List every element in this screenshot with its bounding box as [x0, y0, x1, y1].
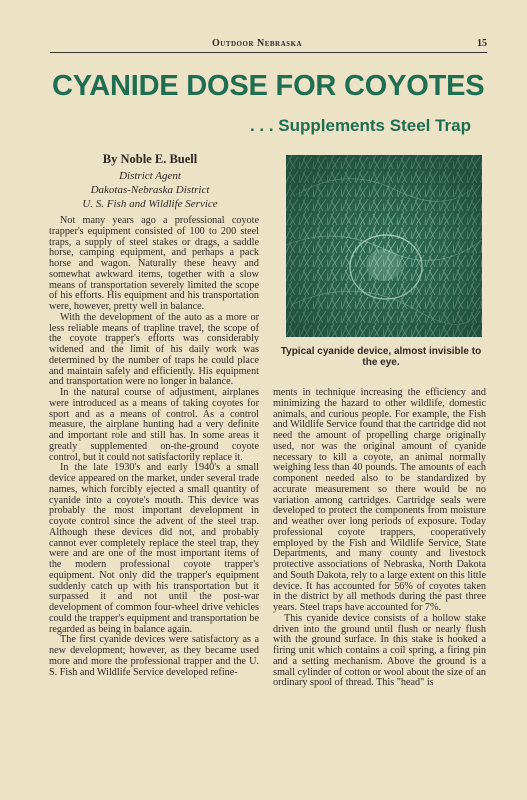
- paragraph: With the development of the auto as a more or less reliable means of trapline travel, the scope of the coyote trapper's efforts was considerably widened and the limit of his daily work was determined by the number of traps he could place and maintain safely and efficiently. His equipment and transportation were no longer in balance.: [49, 311, 259, 388]
- grass-photo-graphic: [286, 155, 482, 337]
- magazine-name: Outdoor Nebraska: [212, 38, 303, 49]
- paragraph: This cyanide device consists of a hollow stake driven into the ground until flush or nearly flush with the ground surface. In this stake is hooked a firing unit which contains a coil spring, a firing pin and a setting mechanism. Above the ground is a small cylinder of cotton or wool about the size of an ordinary spool of thread. This "head" is: [273, 612, 486, 689]
- paragraph: Not many years ago a professional coyote trapper's equipment consisted of 100 to 200 steel traps, a supply of steel stakes or drags, a saddle horse, camping equipment, and perhaps a pack horse and wagon. Naturally these heavy and somewhat awkward items, together with a slow means of transportation severely limited the scope of his efforts. His equipment and his transportation were, however, pretty well in balance.: [49, 215, 259, 312]
- byline: [50, 152, 250, 211]
- paragraph: The first cyanide devices were satisfactory as a new development; however, as they became used more and more the professional trapper and the U. S. Fish and Wildlife Service developed refine-: [49, 634, 259, 678]
- paragraph: ments in technique increasing the efficiency and minimizing the hazard to other wildlife, domestic animals, and curious people. For example, the Fish and Wildlife Service found that the cartridge did not need the amount of propelling charge originally used, nor was the original amount of cyanide necessary to kill a coyote, an animal normally weighing less than 40 pounds. The amounts of each component needed also to be standardized by accurate measurement so there would be no variation among cartridges. Cartridge seals were developed to protect the components from moisture and weather over long periods of exposure. Today professional coyote trappers, cooperatively employed by the Fish and Wildlife Service, State Departments, and many county and livestock protective associations of Nebraska, North Dakota and South Dakota, rely to a large extent on this little device. It has accounted for 56% of coyotes taken in the district by all methods during the past three years. Steel traps have accounted for 7%.: [273, 387, 486, 613]
- author-role: Dakotas-Nebraska District: [90, 184, 210, 196]
- paragraph: In the late 1930's and early 1940's a small device appeared on the market, under several trade names, which forcibly ejected a small quantity of cyanide into a coyote's mouth. This device was probably the most important development in coyote control since the advent of the steel trap. Although these devices did not, and probably cannot ever completely replace the steel trap, they were and are one of the most important items of the modern professional coyote trapper's equipment. Not only did the trapper's equipment suddenly catch up with his transportation but it surpassed it and not until the post-war development of common four-wheel drive vehicles could the trapper's equipment and transportation be regarded as being in balance again.: [49, 462, 259, 635]
- author-role: U. S. Fish and Wildlife Service: [82, 198, 218, 210]
- article-column-1: [49, 216, 259, 678]
- author-role: District Agent: [119, 170, 181, 182]
- photo-caption: Typical cyanide device, almost invisible to the eye.: [280, 346, 482, 368]
- article-subtitle: . . . Supplements Steel Trap: [249, 116, 471, 135]
- author-name: By Noble E. Buell: [102, 152, 198, 166]
- article-title: CYANIDE DOSE FOR COYOTES: [52, 70, 485, 102]
- page-number: 15: [477, 38, 487, 49]
- paragraph: In the natural course of adjustment, airplanes were introduced as a means of taking coyotes for sport and as a means of control. As a control measure, the airplane hunting had a very definite and important role and still has. In some areas it greatly supplemented on-the-ground coyote control, but it could not satisfactorily replace it.: [49, 387, 259, 463]
- cyanide-device-photo: [286, 155, 482, 337]
- running-header: [50, 38, 487, 53]
- article-column-2: [273, 388, 486, 689]
